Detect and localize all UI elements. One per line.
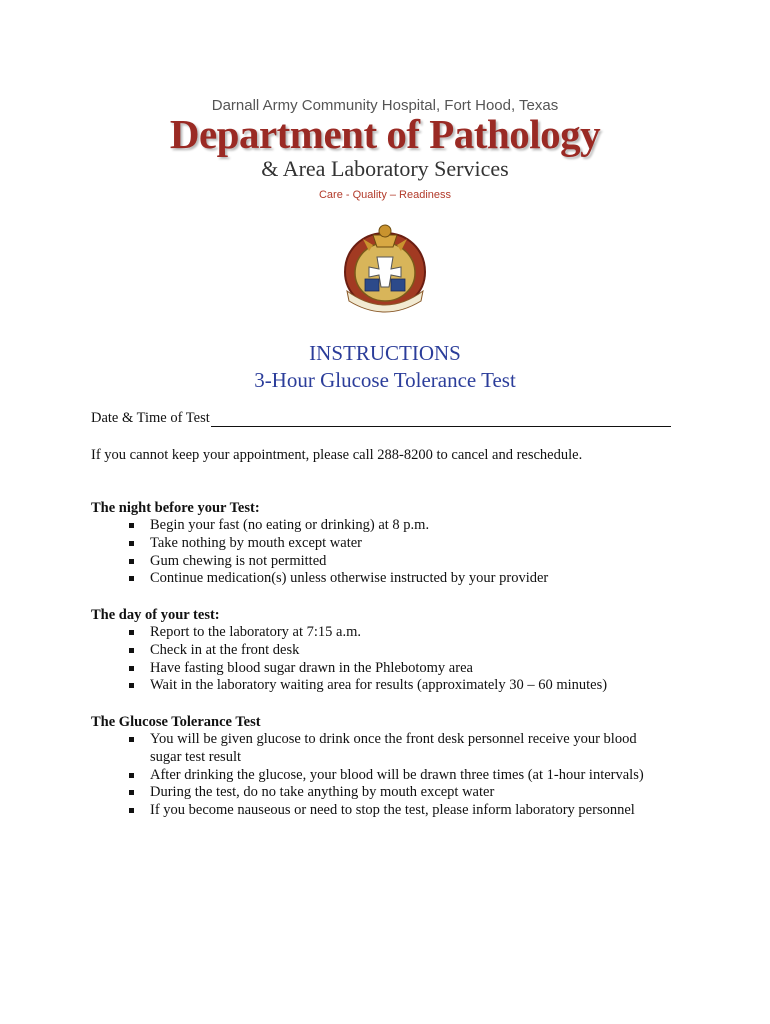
list-item: Begin your fast (no eating or drinking) at 8 p.m. [124, 517, 684, 535]
list-item: Wait in the laboratory waiting area for results (approximately 30 – 60 minutes) [124, 677, 684, 695]
list-item: Report to the laboratory at 7:15 a.m. [124, 624, 684, 642]
night-before-list [124, 517, 684, 588]
instructions-heading: INSTRUCTIONS [309, 341, 461, 365]
department-title: Department of Pathology [169, 111, 601, 157]
date-time-label: Date & Time of Test [91, 410, 210, 426]
test-name-heading: 3-Hour Glucose Tolerance Test [254, 368, 516, 392]
list-item: After drinking the glucose, your blood will be drawn three times (at 1-hour intervals) [124, 767, 669, 785]
list-item: Gum chewing is not permitted [124, 553, 684, 571]
glucose-test-list [124, 731, 669, 820]
list-item: Have fasting blood sugar drawn in the Phlebotomy area [124, 660, 684, 678]
list-item: Check in at the front desk [124, 642, 684, 660]
motto: Care - Quality – Readiness [318, 189, 452, 201]
list-item: During the test, do no take anything by mouth except water [124, 784, 669, 802]
section-title-night-before: The night before your Test: [91, 500, 260, 516]
day-of-test-list [124, 624, 684, 695]
section-title-glucose-test: The Glucose Tolerance Test [91, 714, 261, 730]
date-time-field-row [91, 410, 671, 427]
section-title-day-of-test: The day of your test: [91, 607, 220, 623]
list-item: You will be given glucose to drink once the front desk personnel receive your blood sugar test result [124, 731, 669, 767]
hospital-name: Darnall Army Community Hospital, Fort Hood, Texas [211, 97, 559, 114]
area-services-title: & Area Laboratory Services [261, 156, 509, 181]
list-item: Take nothing by mouth except water [124, 535, 684, 553]
date-time-blank-line [211, 411, 671, 427]
crest-icon [335, 217, 435, 317]
list-item: Continue medication(s) unless otherwise instructed by your provider [124, 570, 684, 588]
list-item: If you become nauseous or need to stop the test, please inform laboratory personnel [124, 802, 669, 820]
cancel-instructions: If you cannot keep your appointment, please call 288-8200 to cancel and reschedule. [91, 447, 583, 463]
